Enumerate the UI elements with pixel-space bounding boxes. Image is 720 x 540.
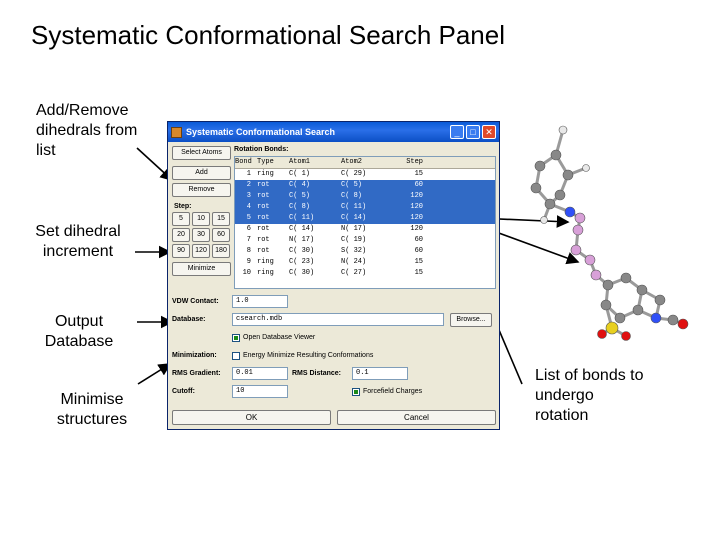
bond-number: 5 — [246, 214, 251, 222]
left-button-column — [172, 146, 231, 279]
bond-row[interactable] — [235, 268, 495, 279]
bond-type: rot — [257, 203, 270, 211]
rotation-bonds-list[interactable] — [234, 156, 496, 289]
bond-atom2: N( 17) — [341, 225, 367, 233]
window-title: Systematic Conformational Search — [186, 127, 336, 137]
callout-minimise: Minimise structures — [56, 391, 128, 428]
bond-row[interactable] — [235, 246, 495, 257]
bond-step: 15 — [414, 269, 423, 277]
column-header-atom1[interactable]: Atom1 — [289, 158, 311, 166]
bond-step: 60 — [414, 236, 423, 244]
bond-atom1: C( 30) — [289, 247, 315, 255]
cutoff-label: Cutoff: — [172, 388, 195, 395]
bond-number: 6 — [246, 225, 251, 233]
bond-type: ring — [257, 170, 274, 178]
bond-type: ring — [257, 258, 274, 266]
conformational-search-window — [167, 121, 500, 430]
bond-number: 2 — [246, 181, 251, 189]
step-button-120[interactable]: 120 — [192, 244, 210, 258]
ok-button[interactable]: OK — [172, 410, 331, 425]
bond-row[interactable] — [235, 191, 495, 202]
bond-atom1: C( 30) — [289, 269, 315, 277]
dialog-footer — [172, 410, 496, 428]
search-settings-form — [172, 294, 496, 402]
bond-type: rot — [257, 192, 270, 200]
bond-atom2: C( 14) — [341, 214, 367, 222]
bond-row[interactable] — [235, 169, 495, 180]
forcefield-charges-checkbox[interactable] — [352, 388, 360, 396]
step-button-60[interactable]: 60 — [212, 228, 230, 242]
app-icon — [171, 127, 182, 138]
step-button-30[interactable]: 30 — [192, 228, 210, 242]
bond-number: 9 — [246, 258, 251, 266]
bond-atom1: C( 23) — [289, 258, 315, 266]
database-input[interactable]: csearch.mdb — [232, 313, 444, 326]
bond-atom1: N( 17) — [289, 236, 315, 244]
bond-type: rot — [257, 247, 270, 255]
bond-atom1: C( 1) — [289, 170, 311, 178]
cutoff-row — [172, 384, 496, 399]
bond-row[interactable] — [235, 180, 495, 191]
column-header-step[interactable]: Step — [406, 158, 423, 166]
bond-atom1: C( 8) — [289, 203, 311, 211]
bond-step: 120 — [410, 214, 423, 222]
bond-step: 15 — [414, 170, 423, 178]
bond-number: 10 — [242, 269, 251, 277]
step-button-5[interactable]: 5 — [172, 212, 190, 226]
bond-step: 120 — [410, 192, 423, 200]
cancel-button[interactable]: Cancel — [337, 410, 496, 425]
molecule-atoms — [531, 126, 688, 341]
list-header — [235, 157, 495, 169]
add-button[interactable]: Add — [172, 166, 231, 180]
column-header-atom2[interactable]: Atom2 — [341, 158, 363, 166]
rms-gradient-label: RMS Gradient: — [172, 370, 221, 377]
bond-row[interactable] — [235, 235, 495, 246]
step-button-20[interactable]: 20 — [172, 228, 190, 242]
select-atoms-button[interactable]: Select Atoms — [172, 146, 231, 160]
bond-row[interactable] — [235, 257, 495, 268]
rms-row — [172, 366, 496, 381]
bond-type: rot — [257, 181, 270, 189]
bond-number: 7 — [246, 236, 251, 244]
window-titlebar[interactable] — [168, 122, 499, 142]
step-button-15[interactable]: 15 — [212, 212, 230, 226]
minimization-label: Minimization: — [172, 352, 217, 359]
minimize-button[interactable]: Minimize — [172, 262, 231, 276]
step-button-10[interactable]: 10 — [192, 212, 210, 226]
bond-atom2: C( 29) — [341, 170, 367, 178]
rms-distance-label: RMS Distance: — [292, 370, 342, 377]
rotation-bonds-area — [234, 146, 496, 289]
energy-minimize-checkbox[interactable] — [232, 352, 240, 360]
close-window-button[interactable]: ✕ — [482, 125, 496, 139]
energy-minimize-label: Energy Minimize Resulting Conformations — [243, 352, 374, 359]
bond-step: 60 — [414, 247, 423, 255]
bond-type: rot — [257, 236, 270, 244]
open-viewer-checkbox[interactable] — [232, 334, 240, 342]
step-button-90[interactable]: 90 — [172, 244, 190, 258]
bond-atom2: C( 11) — [341, 203, 367, 211]
bond-step: 15 — [414, 258, 423, 266]
bond-atom2: N( 24) — [341, 258, 367, 266]
bond-atom1: C( 14) — [289, 225, 315, 233]
callout-add-remove: Add/Remove dihedrals from list — [36, 102, 138, 159]
bond-atom2: C( 27) — [341, 269, 367, 277]
callout-bond-list: List of bonds to undergo rotation — [535, 367, 644, 424]
callout-set-increment: Set dihedral increment — [35, 223, 121, 260]
minimize-window-button[interactable]: _ — [450, 125, 464, 139]
list-rows — [235, 169, 495, 279]
rotation-bonds-label: Rotation Bonds: — [234, 146, 289, 153]
bond-row[interactable] — [235, 213, 495, 224]
slide-title: Systematic Conformational Search Panel — [31, 20, 506, 50]
maximize-window-button[interactable]: □ — [466, 125, 480, 139]
column-header-bond[interactable]: Bond — [235, 158, 252, 166]
bond-row[interactable] — [235, 202, 495, 213]
bond-number: 8 — [246, 247, 251, 255]
bond-type: rot — [257, 225, 270, 233]
arrow-minimise — [138, 364, 170, 384]
vdw-input[interactable]: 1.0 — [232, 295, 288, 308]
minimization-row — [172, 348, 496, 363]
bond-number: 3 — [246, 192, 251, 200]
rms-distance-input[interactable]: 0.1 — [352, 367, 408, 380]
cutoff-input[interactable]: 10 — [232, 385, 288, 398]
browse-button[interactable]: Browse... — [450, 313, 492, 327]
bond-step: 120 — [410, 203, 423, 211]
callout-output-database: Output Database — [44, 313, 114, 350]
bond-type: ring — [257, 269, 274, 277]
bond-atom2: C( 19) — [341, 236, 367, 244]
step-button-180[interactable]: 180 — [212, 244, 230, 258]
remove-button[interactable]: Remove — [172, 183, 231, 197]
bond-atom1: C( 5) — [289, 192, 311, 200]
step-label: Step: — [174, 203, 192, 210]
bond-step: 120 — [410, 225, 423, 233]
bond-number: 4 — [246, 203, 251, 211]
open-viewer-label: Open Database Viewer — [243, 334, 316, 341]
bond-atom1: C( 11) — [289, 214, 315, 222]
vdw-label: VDW Contact: — [172, 298, 219, 305]
forcefield-charges-label: Forcefield Charges — [363, 388, 423, 395]
bond-atom2: S( 32) — [341, 247, 367, 255]
bond-atom1: C( 4) — [289, 181, 311, 189]
step-grid — [172, 212, 231, 258]
bond-row[interactable] — [235, 224, 495, 235]
bond-step: 60 — [414, 181, 423, 189]
molecule-ball-and-stick-image — [508, 100, 708, 360]
bond-number: 1 — [246, 170, 251, 178]
database-row — [172, 312, 496, 327]
open-viewer-row — [172, 330, 496, 345]
database-label: Database: — [172, 316, 206, 323]
vdw-row — [172, 294, 496, 309]
bond-atom2: C( 8) — [341, 192, 363, 200]
rms-gradient-input[interactable]: 0.01 — [232, 367, 288, 380]
bond-atom2: C( 5) — [341, 181, 363, 189]
column-header-type[interactable]: Type — [257, 158, 274, 166]
bond-type: rot — [257, 214, 270, 222]
